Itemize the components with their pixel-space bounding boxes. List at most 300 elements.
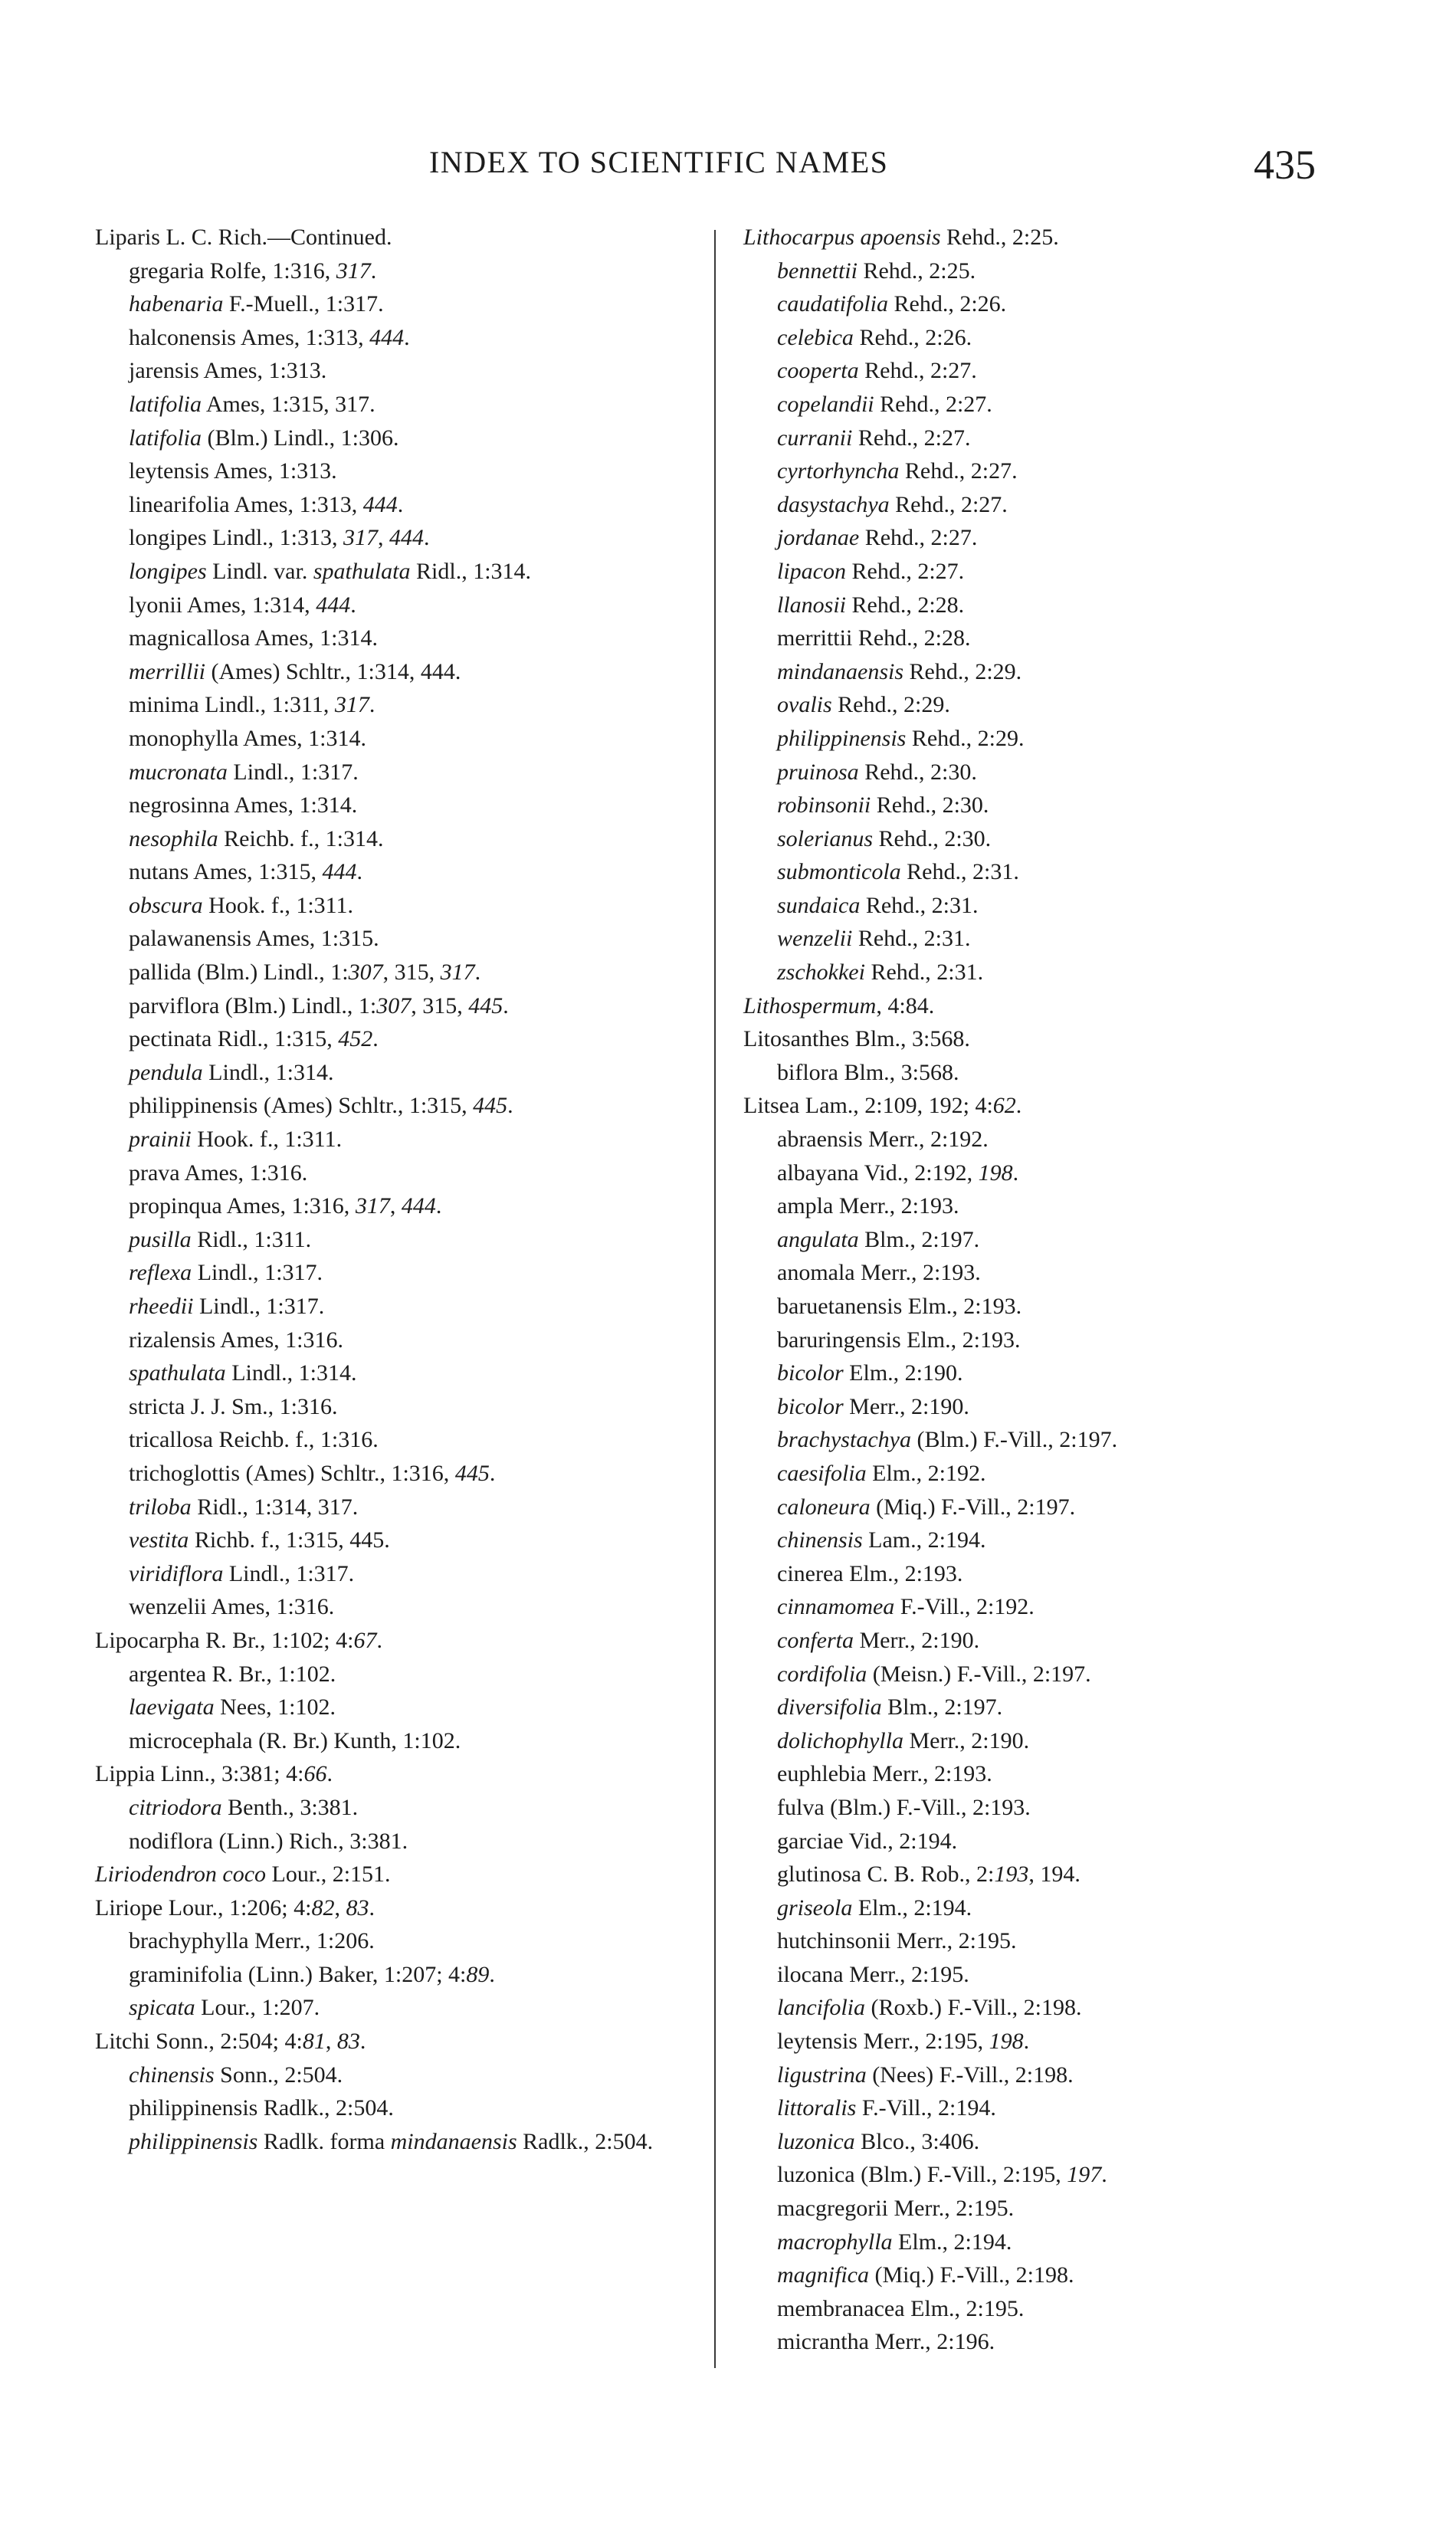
index-entry-species [95,1089,700,1123]
entry-text: magnicallosa [129,625,251,651]
entry-text: philippinensis [129,1093,258,1119]
index-entry-species [95,622,700,655]
entry-text: . [397,491,404,517]
italic-text: 317 [440,959,475,986]
index-entry-species [743,688,1364,722]
index-entry-species [743,822,1364,856]
italic-text: littoralis [777,2095,857,2121]
index-entry-species [743,2192,1364,2226]
entry-text: palawanensis [129,926,251,952]
entry-text: trichoglottis [129,1460,240,1486]
italic-text: chinensis [129,2062,215,2088]
index-entry-species [743,2226,1364,2259]
entry-text: , [325,2029,337,2055]
entry-text: Rehd., 2:27. [859,525,978,551]
index-column-right [743,221,1364,2359]
index-entry-species [743,1123,1364,1156]
entry-text: Ames, 1:313, [235,324,370,350]
entry-text: pectinata [129,1026,212,1052]
index-entry-genus [95,1757,700,1791]
entry-text: Litsea Lam., 2:109, 192; 4: [743,1093,993,1119]
italic-text: dasystachya [777,491,890,517]
entry-text: Rehd., 2:28. [846,592,965,618]
italic-text: philippinensis [129,2128,258,2154]
index-entry-species [743,1991,1364,2025]
entry-text: (Ames) Schltr., 1:316, [240,1460,455,1486]
entry-text: . [489,1961,495,1987]
entry-text: Merr., 2:190. [843,1393,969,1419]
entry-text: fulva [777,1794,825,1820]
entry-text: Rehd., 2:30. [873,825,992,851]
index-entry-genus [95,2025,700,2058]
entry-text: Ames, 1:316. [179,1160,308,1186]
index-entry-species [743,254,1364,288]
italic-text: 452 [338,1026,373,1052]
index-entry-genus [743,989,1364,1023]
italic-text: wenzelii [777,926,853,952]
entry-text: Lindl., 1:317. [192,1260,323,1286]
italic-text: mindanaensis [390,2128,517,2154]
index-entry-species [95,521,700,555]
entry-text: Rehd., 2:31. [864,959,984,986]
entry-text: prava [129,1160,180,1186]
index-entry-species [95,1524,700,1557]
entry-text: Elm., 2:193. [902,1294,1022,1319]
entry-text: Ridl., 1:314, 317. [191,1494,359,1520]
entry-text: Rehd., 2:29. [906,725,1025,751]
entry-text: . [376,1627,382,1653]
italic-text: Lithospermum [743,992,877,1018]
entry-text: Ames, 1:316, [221,1193,356,1219]
entry-text: . [1101,2162,1107,2188]
entry-text: Rehd., 2:31. [860,892,979,918]
index-entry-species [743,1156,1364,1190]
index-entry-species [95,1123,700,1156]
index-entry-species [743,1524,1364,1557]
index-entry-species [95,1022,700,1056]
italic-text: curranii [777,425,853,451]
entry-text: Sonn., 2:504. [214,2062,343,2088]
entry-text: , [334,1894,346,1921]
entry-text: Blm., 2:197. [858,1226,980,1252]
italic-text: 317 [334,692,369,718]
entry-text: Ames, 1:313. [209,458,337,484]
entry-text: Radlk., 2:504. [257,2095,394,2121]
entry-text: . [507,1093,513,1119]
italic-text: 89 [466,1961,490,1987]
entry-text: Ames, 1:314. [238,725,366,751]
index-entry-species [743,1624,1364,1658]
entry-text: Ames, 1:313. [198,358,327,384]
index-entry-species [743,1557,1364,1591]
entry-text: Rehd., 2:31. [852,926,971,952]
entry-text: Rehd., 2:31. [900,859,1019,885]
italic-text: pruinosa [777,759,859,785]
index-entry-species [743,789,1364,822]
entry-text: Elm., 2:193. [900,1327,1021,1353]
index-entry-species [95,1924,700,1958]
entry-text: linearifolia [129,491,230,517]
entry-text: , [378,525,390,551]
italic-text: reflexa [129,1260,192,1286]
index-entry-species [743,1590,1364,1624]
italic-text: 445 [454,1460,490,1486]
index-entry-species [95,1223,700,1257]
entry-text: Nees, 1:102. [214,1694,336,1720]
italic-text: nesophila [129,825,218,851]
index-entry-species [95,1290,700,1324]
entry-text: . [372,1026,379,1052]
entry-text: luzonica [777,2162,855,2188]
index-entry-species [743,1491,1364,1524]
index-entry-species [743,1457,1364,1491]
italic-text: 197 [1067,2162,1102,2188]
index-entry-species [743,388,1364,422]
index-entry-species [95,956,700,989]
entry-text: baruringensis [777,1327,901,1353]
index-entry-species [95,454,700,488]
entry-text: (Meisn.) F.-Vill., 2:197. [867,1661,1091,1687]
entry-text: Liparis L. C. Rich.—Continued. [95,225,392,250]
index-entry-genus [95,1624,700,1658]
italic-text: cooperta [777,358,859,384]
index-entry-species [743,555,1364,589]
index-entry-species [95,922,700,956]
entry-text: euphlebia [777,1761,867,1787]
italic-text: 83 [346,1894,369,1921]
index-entry-species [743,1757,1364,1791]
italic-text: sundaica [777,892,861,918]
entry-text: Liriope Lour., 1:206; 4: [95,1894,312,1921]
index-entry-species [743,1223,1364,1257]
entry-text: (Blm.) F.-Vill., 2:195, [854,2162,1067,2188]
italic-text: spicata [129,1995,195,2021]
italic-text: caloneura [777,1494,871,1520]
index-entry-species [95,321,700,355]
entry-text: baruetanensis [777,1294,903,1319]
index-entry-species [743,2091,1364,2125]
entry-text: abraensis [777,1127,863,1153]
italic-text: griseola [777,1894,853,1921]
italic-text: bicolor [777,1360,844,1386]
italic-text: 198 [978,1160,1013,1186]
index-entry-species [743,2158,1364,2192]
italic-text: jordanae [777,525,860,551]
entry-text: Rehd., 2:28. [852,625,971,651]
italic-text: 444 [369,324,405,350]
italic-text: diversifolia [777,1694,882,1720]
entry-text: brachyphylla [129,1928,249,1954]
entry-text: (Blm.) F.-Vill., 2:197. [910,1427,1118,1453]
index-entry-species [743,589,1364,622]
entry-text: Elm., 2:190. [843,1360,963,1386]
entry-text: propinqua [129,1193,222,1219]
entry-text: Lindl. var. [206,558,313,584]
italic-text: laevigata [129,1694,215,1720]
index-entry-species [743,756,1364,789]
entry-text: , 194. [1028,1861,1081,1888]
entry-text: F.-Vill., 2:194. [856,2095,996,2121]
italic-text: 62 [992,1093,1016,1119]
index-entry-genus [95,221,700,254]
entry-text: , 4:84. [876,992,935,1018]
index-entry-species [95,889,700,923]
index-entry-species [95,1356,700,1390]
index-entry-species [743,855,1364,889]
entry-text: Merr., 2:195. [887,2196,1015,2222]
italic-text: celebica [777,324,854,350]
entry-text: Elm., 2:195. [904,2295,1025,2321]
index-entry-species [95,1423,700,1457]
entry-text: Ames, 1:316. [215,1327,343,1353]
entry-text: Ames, 1:315, [189,859,323,885]
entry-text: , 315, [411,992,469,1018]
index-entry-species [95,722,700,756]
index-entry-species [95,287,700,321]
entry-text: Merr., 2:192. [862,1127,989,1153]
index-entry-species [743,722,1364,756]
entry-text: halconensis [129,324,236,350]
index-entry-species [743,1189,1364,1223]
index-entry-genus [743,1022,1364,1056]
entry-text: Lam., 2:194. [862,1527,986,1553]
index-entry-species [743,922,1364,956]
entry-text: . [369,1894,375,1921]
italic-text: macrophylla [777,2229,893,2255]
entry-text: garciae [777,1828,844,1854]
entry-text: , [389,1193,402,1219]
index-entry-species [95,2058,700,2092]
column-divider [714,230,716,2368]
entry-text: Ridl., 1:314. [410,558,532,584]
entry-text: (Miq.) F.-Vill., 2:197. [870,1494,1076,1520]
entry-text: Merr., 2:195, [858,2029,989,2055]
italic-text: cordifolia [777,1661,867,1687]
italic-text: 444 [322,859,357,885]
italic-text: latifolia [129,425,202,451]
index-entry-species [95,555,700,589]
entry-text: (Ames) Schltr., 1:314, 444. [205,658,461,684]
entry-text: philippinensis [129,2095,258,2121]
entry-text: parviflora [129,992,220,1018]
italic-text: luzonica [777,2128,855,2154]
entry-text: Merr., 2:195. [890,1928,1017,1954]
entry-text: Lour., 1:207. [195,1995,320,2021]
entry-text: Rehd., 2:27. [846,558,965,584]
index-entry-species [743,655,1364,689]
italic-text: 317 [336,257,371,284]
italic-text: chinensis [777,1527,863,1553]
index-entry-species [95,1691,700,1724]
entry-text: . [370,257,377,284]
entry-text: Rehd., 2:30. [858,759,977,785]
entry-text: pallida [129,959,192,986]
entry-text: Hook. f., 1:311. [191,1127,343,1153]
index-entry-species [743,1290,1364,1324]
index-entry-species [95,1390,700,1424]
index-entry-species [743,1324,1364,1357]
italic-text: 66 [303,1761,327,1787]
italic-text: zschokkei [777,959,865,986]
index-entry-species [743,454,1364,488]
index-entry-species [743,2058,1364,2092]
entry-text: macgregorii [777,2196,888,2222]
entry-text: Elm., 2:194. [892,2229,1012,2255]
index-entry-species [743,1390,1364,1424]
entry-text: Merr., 1:206. [248,1928,375,1954]
italic-text: 317 [343,525,379,551]
italic-text: Liriodendron coco [95,1861,267,1888]
index-entry-species [743,2125,1364,2159]
index-entry-species [743,1858,1364,1891]
index-entry-species [743,1724,1364,1758]
entry-text: . [359,2029,366,2055]
index-entry-species [95,1791,700,1825]
entry-text: Blm., 3:568. [838,1059,959,1085]
entry-text: graminifolia [129,1961,243,1987]
index-entry-species [95,1724,700,1758]
page-number: 435 [1254,142,1316,188]
italic-text: 444 [389,525,425,551]
index-entry-species [95,2125,700,2159]
entry-text: rizalensis [129,1327,216,1353]
entry-text: . [1012,1160,1019,1186]
entry-text: Rehd., 2:27. [858,358,977,384]
italic-text: copelandii [777,391,874,417]
italic-text: ovalis [777,692,832,718]
entry-text: . [1023,2029,1030,2055]
entry-text: (Roxb.) F.-Vill., 2:198. [865,1995,1082,2021]
index-entry-species [95,822,700,856]
entry-text: monophylla [129,725,239,751]
entry-text: albayana [777,1160,859,1186]
index-entry-species [743,2025,1364,2058]
italic-text: 67 [353,1627,377,1653]
index-entry-species [95,855,700,889]
entry-text: Ames, 1:316. [206,1594,335,1620]
index-entry-species [95,1991,700,2025]
index-entry-species [743,354,1364,388]
entry-text: Merr., 2:193. [866,1761,992,1787]
index-entry-species [743,622,1364,655]
italic-text: 307 [348,959,383,986]
entry-text: (Miq.) F.-Vill., 2:198. [869,2262,1074,2288]
index-entry-species [95,1491,700,1524]
entry-text: Litosanthes Blm., 3:568. [743,1026,970,1052]
italic-text: rheedii [129,1294,194,1319]
italic-text: magnifica [777,2262,869,2288]
index-entry-species [743,889,1364,923]
entry-text: Rolfe, 1:316, [204,257,336,284]
italic-text: cyrtorhyncha [777,458,900,484]
entry-text: Lipocarpha R. Br., 1:102; 4: [95,1627,354,1653]
index-entry-genus [95,1891,700,1925]
entry-text: Blco., 3:406. [854,2128,980,2154]
italic-text: 317 [355,1193,390,1219]
italic-text: habenaria [129,291,224,317]
entry-text: . [350,592,356,618]
entry-text: . [503,992,509,1018]
entry-text: Rehd., 2:30. [871,792,989,818]
entry-text: C. B. Rob., 2: [861,1861,995,1888]
entry-text: Rehd., 2:27. [889,491,1008,517]
italic-text: mucronata [129,759,228,785]
italic-text: citriodora [129,1794,222,1820]
entry-text: Elm., 2:192. [866,1460,986,1486]
italic-text: 198 [989,2029,1024,2055]
italic-text: 193 [994,1861,1029,1888]
entry-text: stricta [129,1393,185,1419]
entry-text: . [474,959,481,986]
italic-text: viridiflora [129,1560,224,1586]
entry-text: Lindl., 1:317. [227,759,359,785]
index-entry-species [743,2325,1364,2359]
italic-text: robinsonii [777,792,871,818]
index-entry-species [95,1590,700,1624]
entry-text: Rehd., 2:26. [888,291,1007,317]
entry-text: microcephala [129,1727,253,1753]
italic-text: 81 [302,2029,326,2055]
entry-text: Blm., 2:197. [881,1694,1003,1720]
entry-text: . [404,324,410,350]
entry-text: Ames, 1:314, [182,592,316,618]
entry-text: Ames, 1:315. [251,926,379,952]
entry-text: Merr., 2:195. [843,1961,969,1987]
entry-text: Rehd., 2:27. [874,391,992,417]
entry-text: Rehd., 2:27. [899,458,1018,484]
index-entry-species [95,589,700,622]
entry-text: Radlk., 2:504. [516,2128,654,2154]
entry-text: (Linn.) Rich., 3:381. [212,1828,408,1854]
entry-text: Merr., 2:190. [903,1727,1030,1753]
entry-text: Hook. f., 1:311. [202,892,354,918]
italic-text: submonticola [777,859,901,885]
italic-text: 445 [473,1093,508,1119]
entry-text: Merr., 2:193. [854,1260,981,1286]
entry-text: Lindl., 1:317. [193,1294,325,1319]
entry-text: Vid., 2:192, [858,1160,979,1186]
entry-text: merrittii [777,625,853,651]
italic-text: prainii [129,1127,192,1153]
page-title: INDEX TO SCIENTIFIC NAMES [429,145,889,179]
entry-text: Lour., 2:151. [266,1861,391,1888]
index-entry-species [743,321,1364,355]
italic-text: bennettii [777,257,858,284]
index-entry-species [95,488,700,522]
index-entry-species [95,1189,700,1223]
italic-text: 83 [336,2029,360,2055]
italic-text: angulata [777,1226,859,1252]
entry-text: Reichb. f., 1:316. [212,1427,379,1453]
entry-text: biflora [777,1059,838,1085]
entry-text: Ridl., 1:315, [212,1026,339,1052]
entry-text: Rehd., 2:29. [831,692,950,718]
entry-text: Lippia Linn., 3:381; 4: [95,1761,304,1787]
italic-text: bicolor [777,1393,844,1419]
entry-text: negrosinna [129,792,230,818]
page-header [0,144,1456,205]
index-entry-genus [743,221,1364,254]
italic-text: 444 [401,1193,436,1219]
entry-text: . [326,1761,333,1787]
index-entry-species [743,1791,1364,1825]
italic-text: dolichophylla [777,1727,903,1753]
entry-text: Elm., 2:193. [843,1560,963,1586]
entry-text: (Blm.) Lindl., 1:306. [202,425,399,451]
italic-text: caesifolia [777,1460,867,1486]
entry-text: anomala [777,1260,855,1286]
entry-text: nodiflora [129,1828,213,1854]
